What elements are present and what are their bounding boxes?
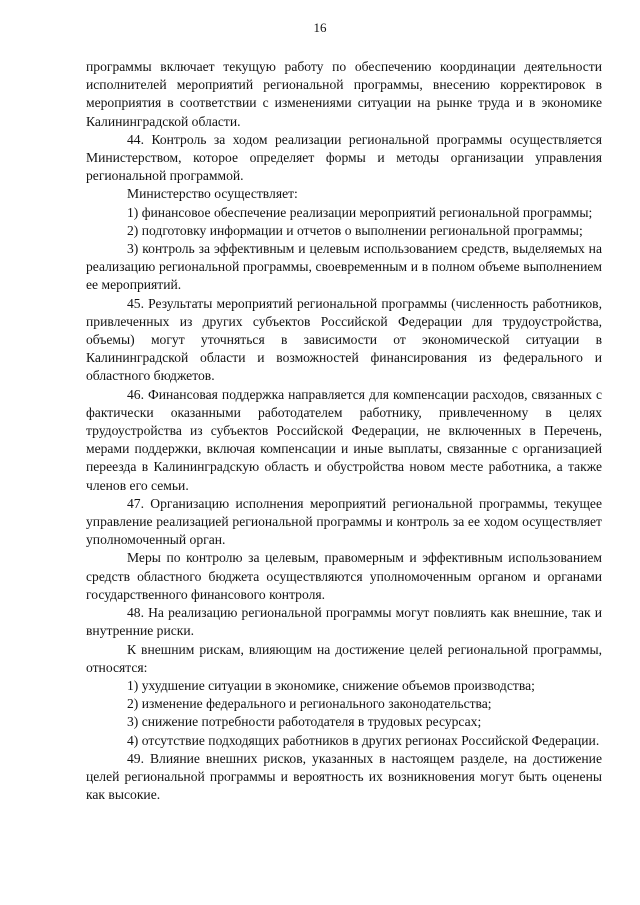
paragraph-46: 46. Финансовая поддержка направляется для компенсации расходов, связанных с фактически оказанными работодателем работнику, привлеченному в целях трудоустройства из субъектов Российской Федерации, не включенных в Перечень, мерами поддержки, включая компенсации и иные выплаты, связанные с организацией переезда в Калининградскую область и обустройства новом месте работника, а также членов его семьи. — [86, 386, 602, 493]
list-item-risk-1: 1) ухудшение ситуации в экономике, снижение объемов производства; — [127, 677, 535, 693]
paragraph-ministry-duties-intro: Министерство осуществляет: — [127, 186, 298, 202]
list-item-duty-2: 2) подготовку информации и отчетов о выполнении региональной программы; — [127, 222, 583, 238]
paragraph-47: 47. Организацию исполнения мероприятий региональной программы, текущее управление реализацией региональной программы и контроль за ее ходом осуществляет уполномоченный орган. — [86, 495, 602, 548]
paragraph-45: 45. Результаты мероприятий региональной программы (численность работников, привлеченных из других субъектов Российской Федерации для трудоустройства, объемы) могут уточняться в зависимости от экономической ситуации в Калининградской области и возможностей финансирования из федерального и областного бюджетов. — [86, 295, 602, 384]
paragraph-external-risks-intro: К внешним рискам, влияющим на достижение целей региональной программы, относятся: — [86, 641, 602, 675]
paragraph-44: 44. Контроль за ходом реализации региональной программы осуществляется Министерством, которое определяет формы и методы организации управления региональной программой. — [86, 131, 602, 184]
paragraph-49: 49. Влияние внешних рисков, указанных в настоящем разделе, на достижение целей региональной программы и вероятность их возникновения могут быть оценены как высокие. — [86, 750, 602, 803]
page-number: 16 — [313, 20, 327, 35]
list-item-duty-3: 3) контроль за эффективным и целевым использованием средств, выделяемых на реализацию региональной программы, своевременным и в полном объеме выполнением ее мероприятий. — [86, 241, 602, 293]
list-item-risk-4: 4) отсутствие подходящих работников в других регионах Российской Федерации. — [127, 732, 600, 748]
list-item-risk-2: 2) изменение федерального и регионального законодательства; — [127, 696, 492, 712]
document-body — [86, 58, 602, 804]
paragraph-control-measures: Меры по контролю за целевым, правомерным и эффективным использованием средств областного бюджета осуществляются уполномоченным органом и органами государственного финансового контроля. — [86, 550, 602, 602]
paragraph-continuation: программы включает текущую работу по обеспечению координации деятельности исполнителей мероприятий региональной программы, внесению корректировок в мероприятия в соответствии с изменениями ситуации на рынке труда и в экономике Калининградской области. — [86, 59, 602, 129]
list-item-duty-1: 1) финансовое обеспечение реализации мероприятий региональной программы; — [127, 204, 593, 220]
paragraph-48: 48. На реализацию региональной программы могут повлиять как внешние, так и внутренние риски. — [86, 605, 602, 639]
list-item-risk-3: 3) снижение потребности работодателя в трудовых ресурсах; — [127, 714, 482, 730]
